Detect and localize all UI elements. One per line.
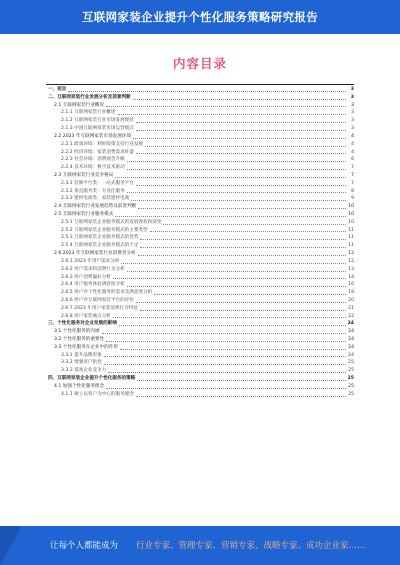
toc-leader-dots [106, 106, 346, 107]
toc-leader-dots [120, 349, 346, 350]
toc-entry-title: 2.6.1 2023 年用户需求分析 [61, 258, 120, 264]
toc-entry-page: 24 [348, 344, 354, 350]
toc-entry-page: 25 [348, 360, 354, 366]
toc-entry-page: 7 [351, 165, 354, 171]
toc-title: 内容目录 [172, 56, 227, 71]
toc-entry-title: 3.3.1 提升品牌形象 [61, 352, 102, 358]
toc-entry-title: 2.3.3 建材电商类：家装建材电商 [61, 196, 130, 202]
toc-leader-dots [104, 364, 346, 365]
toc-entry[interactable] [46, 336, 354, 344]
toc-leader-dots [136, 185, 346, 186]
toc-entry-title: 一、前言 [48, 87, 67, 92]
toc-entry-title: 2.6.6 用户对互联网家装平台的评价 [61, 297, 134, 303]
toc-leader-dots [133, 99, 346, 100]
toc-entry-title: 2.3.2 垂直服务类：专业化服务 [61, 188, 125, 194]
toc-entry-title: 3.3 个性化服务在企业中的作用 [54, 344, 118, 350]
toc-entry[interactable] [46, 227, 354, 235]
toc-leader-dots [102, 333, 346, 334]
toc-entry[interactable] [46, 391, 354, 399]
toc-entry[interactable] [46, 234, 354, 242]
toc-entry-page: 4 [351, 133, 354, 139]
toc-entry-page: 21 [348, 305, 354, 311]
toc-entry-page: 11 [348, 243, 354, 249]
toc-entry[interactable] [46, 117, 354, 125]
toc-entry-title: 2.6.2 用户需求和消费行为分析 [61, 266, 125, 272]
toc-entry-title: 2.5 互联网家装行业服务模式 [54, 212, 114, 217]
toc-entry-title: 2.5.3 互联网家装企业服务模式的优势 [61, 235, 139, 241]
toc-leader-dots [136, 122, 346, 123]
toc-entry[interactable] [46, 297, 354, 305]
toc-entry[interactable] [46, 164, 354, 172]
toc-leader-dots [127, 271, 346, 272]
page-footer [0, 526, 400, 565]
toc-entry-title: 2.5.2 互联网家装企业服务模式的主要类型 [61, 227, 148, 233]
toc-leader-dots [150, 231, 346, 232]
toc-entry[interactable] [46, 149, 354, 157]
toc-leader-dots [163, 224, 346, 225]
toc-entry-title: 2.1 互联网家装行业概况 [54, 102, 105, 108]
toc-entry-title: 3.3.3 提高企业竞争力 [61, 368, 107, 374]
toc-entry[interactable] [46, 180, 354, 188]
toc-entry-page: 3 [350, 94, 354, 100]
toc-entry-page: 25 [347, 376, 354, 382]
toc-entry[interactable] [46, 320, 354, 328]
toc-entry[interactable] [46, 211, 354, 219]
toc-entry[interactable] [46, 195, 354, 203]
toc-leader-dots [115, 177, 346, 178]
toc-entry-page: 13 [348, 266, 354, 272]
toc-entry[interactable] [46, 219, 354, 227]
toc-leader-dots [127, 161, 346, 162]
toc-entry[interactable] [46, 274, 354, 282]
toc-entry-title: 四、互联网家装企业提升个性化服务的策略 [48, 376, 136, 382]
toc-leader-dots [118, 114, 347, 115]
toc-leader-dots [133, 138, 346, 139]
toc-entry-page: 25 [348, 368, 354, 374]
toc-entry-page: 4 [351, 141, 354, 147]
toc-entry[interactable] [46, 188, 354, 196]
toc-leader-dots [137, 380, 345, 381]
toc-leader-dots [140, 239, 346, 240]
toc-entry-page: 3 [351, 110, 354, 116]
toc-leader-dots [145, 146, 346, 147]
toc-entry-page: 3 [351, 118, 354, 124]
toc-entry-page: 12 [348, 251, 354, 257]
toc-entry-title: 3.1 个性化服务的内涵 [54, 329, 100, 335]
toc-leader-dots [140, 310, 346, 311]
toc-entry-title: 2.1.2 互联网家装行业市场发展现状 [61, 118, 134, 124]
toc-entry-title: 二、互联网家装行业发展分析及前景判断 [48, 94, 131, 100]
toc-entry-page: 8 [351, 188, 354, 194]
toc-entry[interactable] [46, 258, 354, 266]
toc-entry-title: 3.3.2 增强客户粘性 [61, 360, 102, 366]
toc-entry[interactable] [46, 383, 354, 391]
toc-entry-title: 2.2.3 社会环境：消费观念升级 [61, 157, 125, 163]
toc-entry-page: 7 [351, 172, 354, 178]
toc-entry[interactable] [46, 250, 354, 258]
toc-divider [46, 84, 354, 85]
toc-entry[interactable] [46, 359, 354, 367]
table-of-contents [46, 86, 354, 399]
toc-entry-page: 25 [348, 391, 354, 397]
toc-entry-title: 2.2.4 技术环境：数字技术驱动 [61, 165, 125, 171]
toc-entry[interactable] [46, 344, 354, 352]
toc-entry-title: 2.6.5 用户对个性化服务的需求及满意度分析 [61, 290, 153, 296]
toc-leader-dots [127, 192, 346, 193]
footer-roles: 行业专家、管理专家、营销专家、战略专家、成功企业家…… [136, 541, 366, 551]
toc-leader-dots [154, 294, 346, 295]
toc-entry[interactable] [46, 86, 354, 94]
toc-leader-dots [113, 278, 346, 279]
toc-entry-page: 11 [348, 235, 354, 241]
toc-leader-dots [119, 325, 346, 326]
toc-leader-dots [68, 91, 346, 92]
toc-entry[interactable] [46, 328, 354, 336]
toc-leader-dots [136, 396, 346, 397]
toc-entry-title: 2.4 互联网家装行业发展趋势及前景判断 [54, 204, 137, 210]
page-header [0, 0, 400, 34]
toc-entry-page: 10 [348, 204, 354, 210]
toc-leader-dots [121, 263, 346, 264]
toc-entry-title: 2.6.4 用户服务体验满意度分析 [61, 282, 125, 288]
toc-entry-page: 24 [348, 329, 354, 335]
footer-decoration [0, 526, 22, 565]
toc-entry-page: 6 [351, 157, 354, 163]
toc-entry-page: 3 [350, 87, 354, 92]
toc-entry-page: 10 [348, 212, 354, 217]
report-title: 互联网家装企业提升个性化服务策略研究报告 [82, 10, 318, 24]
toc-entry-title: 2.1.1 互联网家装行业概述 [61, 110, 116, 116]
toc-entry[interactable] [46, 102, 354, 110]
toc-entry-page: 10 [348, 219, 354, 225]
toc-entry-title: 2.2.2 经济环境：家装消费需求旺盛 [61, 149, 134, 155]
toc-entry-page: 24 [348, 337, 354, 342]
toc-leader-dots [136, 302, 346, 303]
toc-entry[interactable] [46, 141, 354, 149]
toc-leader-dots [115, 216, 346, 217]
toc-entry-title: 2.6.7 2023 年用户家装消费行为特征 [61, 305, 138, 311]
toc-entry[interactable] [46, 172, 354, 180]
toc-entry-title: 4.1.1 树立以客户为中心的服务理念 [61, 391, 134, 397]
toc-entry-title: 2.6.3 用户消费偏好分析 [61, 274, 111, 280]
toc-leader-dots [136, 153, 346, 154]
toc-leader-dots [138, 255, 346, 256]
toc-leader-dots [108, 372, 346, 373]
toc-entry-page: 25 [348, 383, 354, 389]
toc-leader-dots [127, 169, 346, 170]
toc-entry-page: 20 [348, 297, 354, 303]
toc-leader-dots [136, 130, 346, 131]
toc-entry-page: 3 [351, 126, 354, 132]
toc-entry-page: 16 [348, 282, 354, 288]
toc-entry-page: 14 [348, 274, 354, 280]
toc-entry-page: 19 [348, 290, 354, 296]
toc-entry-title: 2.1.3 中国互联网家装市场运营模式 [61, 126, 134, 132]
toc-entry[interactable] [46, 266, 354, 274]
toc-entry-title: 2.3 互联网家装行业竞争格局 [54, 172, 114, 178]
toc-leader-dots [104, 356, 346, 357]
toc-entry[interactable] [46, 133, 354, 141]
toc-entry-title: 2.3.1 装修平台类：一站式服务平台 [61, 180, 134, 186]
toc-entry-page: 3 [351, 102, 354, 108]
toc-leader-dots [140, 247, 346, 248]
toc-entry-title: 2.2.1 政策环境：利好政策支持行业发展 [61, 141, 144, 147]
toc-entry-page: 7 [351, 180, 354, 186]
toc-entry-title: 2.5.4 互联网家装企业服务模式的不足 [61, 243, 139, 249]
toc-entry-title: 3.2 个性化服务的重要性 [54, 337, 105, 342]
toc-entry-title: 4.1 加强个性化服务理念 [54, 383, 105, 389]
toc-entry[interactable] [46, 203, 354, 211]
toc-entry[interactable] [46, 305, 354, 313]
toc-entry-page: 12 [348, 258, 354, 264]
toc-entry[interactable] [46, 281, 354, 289]
toc-entry-page: 24 [348, 352, 354, 358]
toc-entry[interactable] [46, 109, 354, 117]
toc-entry[interactable] [46, 375, 354, 383]
toc-entry[interactable] [46, 289, 354, 297]
toc-leader-dots [131, 200, 346, 201]
toc-entry[interactable] [46, 242, 354, 250]
toc-entry-page: 24 [347, 321, 354, 327]
toc-leader-dots [138, 208, 346, 209]
toc-entry-page: 11 [348, 227, 354, 233]
toc-entry-title: 2.2 2023 年互联网家装市场发展环境 [54, 133, 132, 139]
toc-entry-title: 2.6.8 用户家装痛点分析 [61, 313, 111, 319]
toc-entry-page: 22 [348, 313, 354, 319]
toc-entry-page: 9 [351, 196, 354, 202]
toc-entry-title: 2.5.1 互联网家装企业服务模式的发展现状和演变 [61, 219, 162, 225]
toc-entry-page: 4 [351, 149, 354, 155]
toc-entry[interactable] [46, 367, 354, 375]
toc-entry[interactable] [46, 352, 354, 360]
footer-slogan: 让每个人都能成为 [50, 541, 119, 551]
toc-leader-dots [106, 341, 346, 342]
toc-leader-dots [106, 388, 346, 389]
toc-entry[interactable] [46, 94, 354, 102]
toc-leader-dots [127, 286, 346, 287]
toc-entry[interactable] [46, 156, 354, 164]
toc-entry-title: 2.6 2023 年互联网家装行业消费者分析 [54, 251, 136, 257]
toc-leader-dots [113, 317, 346, 318]
toc-entry[interactable] [46, 313, 354, 321]
toc-entry-title: 三、个性化服务对企业发展的影响 [48, 321, 117, 327]
toc-entry[interactable] [46, 125, 354, 133]
